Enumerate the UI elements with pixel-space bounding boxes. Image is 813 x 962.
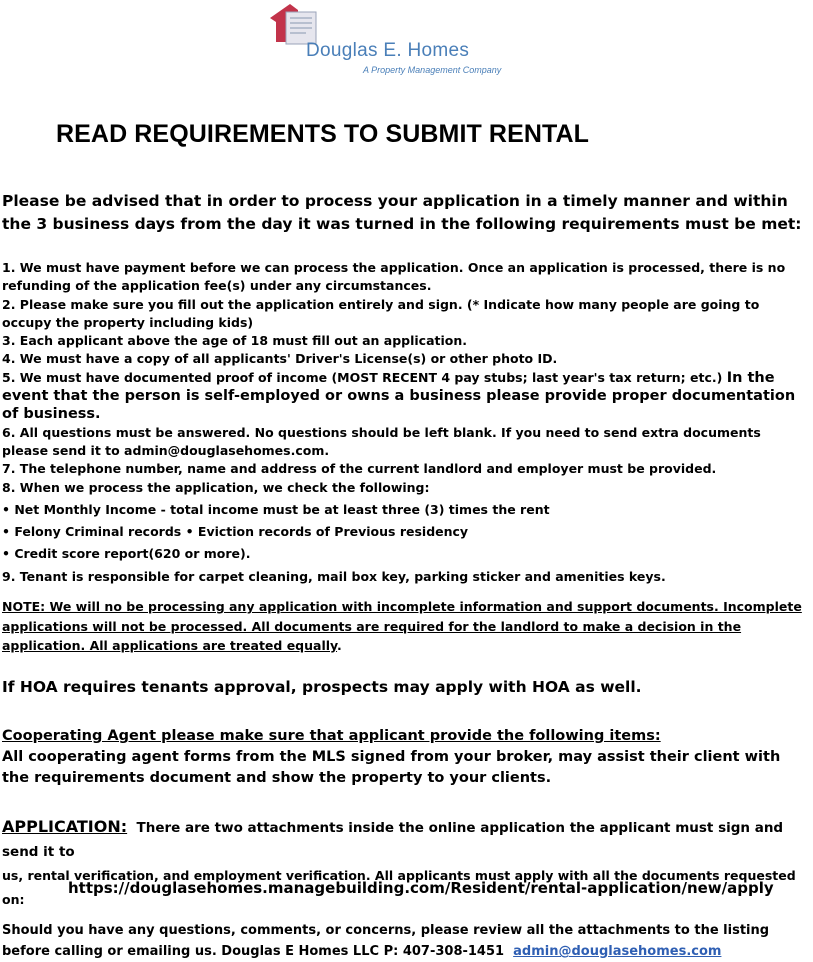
application-text: There are two attachments inside the online application the applicant must sign and send it to (2, 820, 784, 860)
company-logo (268, 2, 558, 80)
cooperating-agent-heading: Cooperating Agent please make sure that applicant provide the following items: (2, 728, 661, 744)
requirement-item: 6. All questions must be answered. No questions should be left blank. If you need to send extra documents please send it to admin@douglasehomes.com. (2, 424, 761, 458)
requirement-income-text: 5. We must have documented proof of income (MOST RECENT 4 pay stubs; last year's tax return; etc.) (2, 369, 723, 385)
check-bullet-item: • Net Monthly Income - total income must be at least three (3) times the rent (2, 501, 550, 517)
logo-tagline: A Property Management Company (363, 65, 502, 75)
intro-paragraph: Please be advised that in order to process your application in a timely manner and within the 3 business days from the day it was turned in the following requirements must be met: (2, 192, 802, 233)
cooperating-agent-section (2, 726, 809, 789)
check-bullet-item: • Felony Criminal records • Eviction records of Previous residency (2, 524, 469, 540)
hoa-paragraph: If HOA requires tenants approval, prospects may apply with HOA as well. (2, 678, 642, 696)
requirement-item: 4. We must have a copy of all applicants' Driver's License(s) or other photo ID. (2, 351, 558, 367)
requirement-item: 9. Tenant is responsible for carpet cleaning, mail box key, parking sticker and amenities keys. (2, 568, 666, 584)
requirements-list (2, 259, 809, 586)
page-title: READ REQUIREMENTS TO SUBMIT RENTAL (56, 120, 590, 148)
application-label: APPLICATION: (2, 817, 128, 836)
note-paragraph (2, 597, 809, 656)
requirement-item: 7. The telephone number, name and address of the current landlord and employer must be provided. (2, 461, 717, 477)
cooperating-agent-text: All cooperating agent forms from the MLS signed from your broker, may assist their client with the requirements document and show the property to your clients. (2, 749, 781, 786)
check-bullet-item: • Credit score report(620 or more). (2, 546, 251, 562)
contact-paragraph (2, 920, 809, 962)
application-url-link[interactable]: https://douglasehomes.managebuilding.com/Resident/rental-application/new/apply (68, 879, 774, 897)
requirement-item: 2. Please make sure you fill out the application entirely and sign. (* Indicate how many people are going to occupy the property including kids) (2, 296, 760, 330)
requirement-item (2, 369, 809, 424)
contact-email-link[interactable]: admin@douglasehomes.com (513, 944, 722, 959)
application-section (2, 815, 809, 912)
requirement-item: 8. When we process the application, we check the following: (2, 479, 430, 495)
note-underlined-text: NOTE: We will no be processing any application with incomplete information and support documents. Incomplete applications will not be processed. All documents are required for the landlord to make a decision in the application. All applications are treated equally (2, 599, 802, 653)
logo-company-name: Douglas E. Homes (306, 40, 470, 61)
requirement-self-employed-text: In the event that the person is self-employed or owns a business please provide proper documentation of business. (2, 369, 796, 423)
requirement-item: 1. We must have payment before we can process the application. Once an application is processed, there is no refunding of the application fee(s) under any circumstances. (2, 260, 786, 294)
application-text-continued: us, rental verification, and employment verification. All applicants must apply with all the documents requested on: (2, 868, 796, 907)
note-end: . (337, 638, 342, 653)
contact-text: Should you have any questions, comments, or concerns, please review all the attachments to the listing before calling or emailing us. Douglas E Homes LLC P: 407-308-1451 (2, 923, 770, 959)
requirement-item: 3. Each applicant above the age of 18 must fill out an application. (2, 333, 468, 349)
